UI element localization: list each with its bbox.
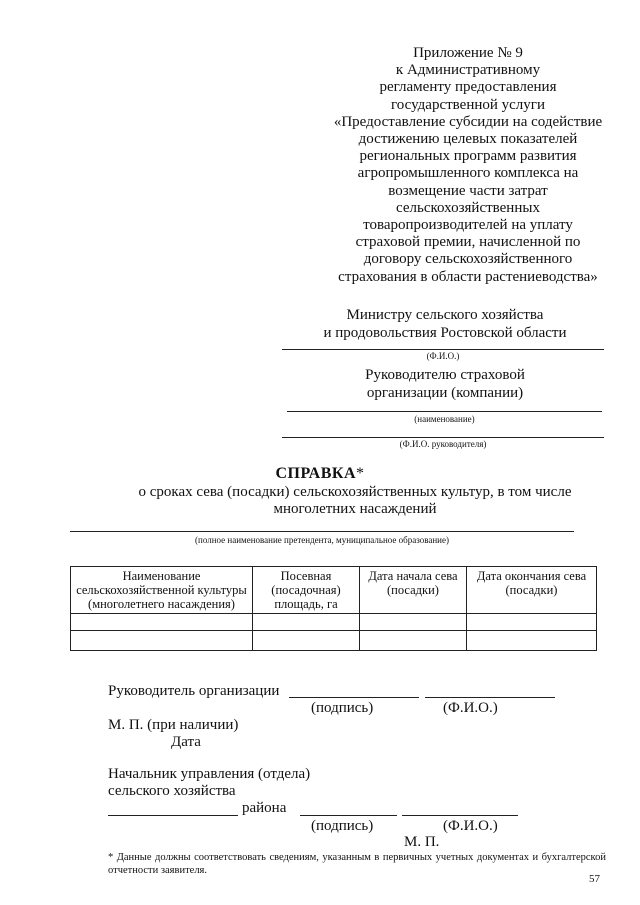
- table-row: [71, 614, 597, 631]
- appendix-line: агропромышленного комплекса на: [357, 165, 579, 182]
- agri-head-line-2: сельского хозяйства: [108, 783, 236, 799]
- insurer-addressee: [330, 366, 560, 402]
- appendix-line: страхования в области растениеводства»: [338, 268, 598, 285]
- minister-addressee: [300, 306, 590, 342]
- table-cell: [360, 614, 467, 631]
- appendix-line: региональных программ развития: [359, 148, 577, 165]
- col-header-area: Посевная (посадочная) площадь, га: [253, 567, 360, 614]
- appendix-line: государственной услуги: [391, 96, 545, 113]
- org-head-fio-caption: (Ф.И.О.): [443, 700, 498, 716]
- agri-head-signature-line: [300, 815, 397, 816]
- agri-head-fio-caption: (Ф.И.О.): [443, 818, 498, 834]
- table-cell: [360, 631, 467, 651]
- minister-fio-caption: (Ф.И.О.): [426, 351, 460, 361]
- col-header-end-date: Дата окончания сева (посадки): [467, 567, 597, 614]
- table-cell: [467, 614, 597, 631]
- appendix-line: регламенту предоставления: [379, 79, 557, 96]
- col-header-crop: Наименование сельскохозяйственной культуры (многолетнего насаждения): [71, 567, 253, 614]
- appendix-header: [318, 45, 618, 286]
- agri-head-line-1: Начальник управления (отдела): [108, 766, 311, 782]
- minister-fio-line: [282, 349, 604, 350]
- district-label: района: [242, 800, 287, 816]
- district-name-line: [108, 815, 238, 816]
- insurer-head-fio-caption: (Ф.И.О. руководителя): [399, 439, 487, 449]
- insurer-name-caption: (наименование): [414, 414, 475, 424]
- applicant-caption: (полное наименование претендента, муниципальное образование): [195, 535, 449, 545]
- stamp-label: М. П.: [404, 834, 440, 850]
- title-footnote-mark: *: [356, 465, 365, 482]
- insurer-line-1: Руководителю страховой: [365, 367, 525, 383]
- org-head-signature-caption: (подпись): [311, 700, 374, 716]
- applicant-name-line: [70, 531, 574, 532]
- stamp-optional-label: М. П. (при наличии): [108, 717, 239, 733]
- appendix-line: страховой премии, начисленной по: [355, 234, 581, 251]
- table-cell: [71, 631, 253, 651]
- appendix-line: достижению целевых показателей: [358, 131, 578, 148]
- agri-head-fio-line: [402, 815, 518, 816]
- minister-line-1: Министру сельского хозяйства: [346, 307, 544, 323]
- table-cell: [467, 631, 597, 651]
- table-header-row: [71, 567, 597, 614]
- org-head-fio-line: [425, 697, 555, 698]
- appendix-line: возмещение части затрат: [388, 182, 548, 199]
- agri-head-signature-caption: (подпись): [311, 818, 374, 834]
- title-text: СПРАВКА: [275, 465, 357, 482]
- minister-line-2: и продовольствия Ростовской области: [323, 325, 567, 341]
- document-title: [0, 465, 640, 483]
- footnote: * Данные должны соответствовать сведениям, указанным в первичных учетных документах и бухгалтерской отчетности заявителя.: [108, 852, 606, 876]
- document-subtitle: [70, 484, 640, 518]
- insurer-name-line: [287, 411, 602, 412]
- table-cell: [71, 614, 253, 631]
- col-header-start-date: Дата начала сева (посадки): [360, 567, 467, 614]
- appendix-line: «Предоставление субсидии на содействие: [333, 113, 603, 130]
- table-row: [71, 631, 597, 651]
- date-label: Дата: [171, 734, 201, 750]
- appendix-line: к Административному: [395, 62, 541, 79]
- appendix-line: товаропроизводителей на уплату: [363, 217, 573, 234]
- appendix-line: договору сельскохозяйственного: [363, 251, 573, 268]
- subtitle-line-1: о сроках сева (посадки) сельскохозяйственных культур, в том числе: [138, 484, 572, 500]
- insurer-line-2: организации (компании): [366, 385, 524, 401]
- insurer-head-fio-line: [282, 437, 604, 438]
- page-number: 57: [589, 873, 600, 885]
- org-head-signature-line: [289, 697, 419, 698]
- appendix-line: сельскохозяйственных: [396, 199, 540, 216]
- appendix-line: Приложение № 9: [413, 45, 523, 61]
- subtitle-line-2: многолетних насаждений: [273, 501, 437, 517]
- table-cell: [253, 614, 360, 631]
- table-cell: [253, 631, 360, 651]
- org-head-label: Руководитель организации: [108, 683, 280, 699]
- sowing-dates-table: [70, 566, 597, 651]
